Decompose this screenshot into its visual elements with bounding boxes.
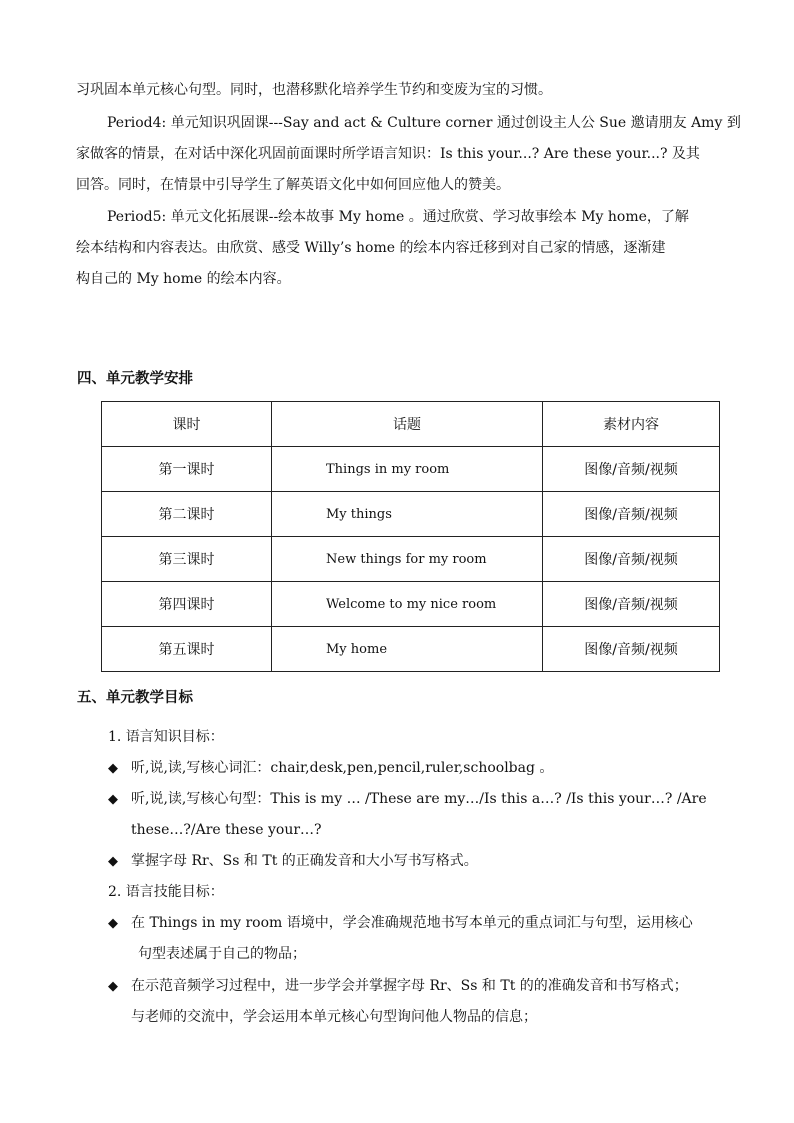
- section-heading: 五、单元教学目标: [77, 690, 193, 706]
- table-row: [102, 627, 720, 672]
- diamond-bullet-icon: ◆: [108, 792, 118, 807]
- table-cell: 图像/音频/视频: [543, 492, 720, 537]
- diamond-bullet-icon: ◆: [108, 854, 118, 869]
- table-cell: 第二课时: [102, 492, 272, 537]
- table-header-row: [102, 402, 720, 447]
- header-cell: 课时: [102, 402, 272, 447]
- header-cell: 话题: [272, 402, 543, 447]
- table-cell: My things: [272, 492, 543, 537]
- table-cell: 图像/音频/视频: [543, 447, 720, 492]
- paragraph-line: Period5: 单元文化拓展课--绘本故事 My home 。通过欣赏、学习故事绘本 My home，了解: [107, 209, 689, 225]
- table-row: [102, 447, 720, 492]
- goal-heading: 1. 语言知识目标：: [108, 729, 224, 745]
- goal-heading: 2. 语言技能目标：: [108, 884, 224, 900]
- list-item-text: 听,说,读,写核心词汇：chair,desk,pen,pencil,ruler,schoolbag 。: [131, 760, 554, 776]
- section-heading: 四、单元教学安排: [77, 371, 193, 387]
- list-item-continuation: 与老师的交流中，学会运用本单元核心句型询问他人物品的信息；: [131, 1009, 537, 1025]
- list-item-text: 听,说,读,写核心句型：This is my … /These are my…/Is this a…? /Is this your…? /Are: [131, 791, 707, 807]
- table-row: [102, 537, 720, 582]
- diamond-bullet-icon: ◆: [108, 761, 118, 776]
- table-cell: My home: [272, 627, 543, 672]
- list-item: [108, 976, 688, 997]
- table-cell: 第五课时: [102, 627, 272, 672]
- diamond-bullet-icon: ◆: [108, 979, 118, 994]
- list-item-continuation: these…?/Are these your…?: [131, 822, 322, 838]
- list-item-continuation: 句型表述属于自己的物品；: [138, 946, 306, 962]
- paragraph-line: 绘本结构和内容表达。由欣赏、感受 Willy’s home 的绘本内容迁移到对自己家的情感，逐渐建: [76, 240, 666, 256]
- table-cell: 第三课时: [102, 537, 272, 582]
- list-item: [108, 851, 478, 872]
- list-item: [108, 913, 693, 934]
- list-item: [108, 758, 553, 779]
- list-item: [108, 789, 707, 810]
- paragraph-line: 构自己的 My home 的绘本内容。: [76, 271, 291, 287]
- list-item-text: 在 Things in my room 语境中，学会准确规范地书写本单元的重点词汇与句型，运用核心: [131, 915, 693, 931]
- table-row: [102, 582, 720, 627]
- table-cell: 图像/音频/视频: [543, 627, 720, 672]
- table-cell: 第四课时: [102, 582, 272, 627]
- table-cell: Things in my room: [272, 447, 543, 492]
- list-item-text: 在示范音频学习过程中，进一步学会并掌握字母 Rr、Ss 和 Tt 的的准确发音和书写格式；: [131, 978, 688, 994]
- diamond-bullet-icon: ◆: [108, 916, 118, 931]
- table-cell: 图像/音频/视频: [543, 537, 720, 582]
- paragraph-line: Period4: 单元知识巩固课---Say and act & Culture corner 通过创设主人公 Sue 邀请朋友 Amy 到: [107, 115, 741, 131]
- table-cell: 第一课时: [102, 447, 272, 492]
- paragraph-line: 回答。同时，在情景中引导学生了解英语文化中如何回应他人的赞美。: [76, 177, 510, 193]
- header-cell: 素材内容: [543, 402, 720, 447]
- list-item-text: 掌握字母 Rr、Ss 和 Tt 的正确发音和大小写书写格式。: [131, 853, 478, 869]
- paragraph-line: 家做客的情景，在对话中深化巩固前面课时所学语言知识：Is this your...? Are these your...? 及其: [76, 146, 700, 162]
- paragraph-line: 习巩固本单元核心句型。同时，也潜移默化培养学生节约和变废为宝的习惯。: [76, 82, 552, 98]
- schedule-table: [101, 401, 720, 672]
- table-cell: Welcome to my nice room: [272, 582, 543, 627]
- table-row: [102, 492, 720, 537]
- table-cell: New things for my room: [272, 537, 543, 582]
- table-cell: 图像/音频/视频: [543, 582, 720, 627]
